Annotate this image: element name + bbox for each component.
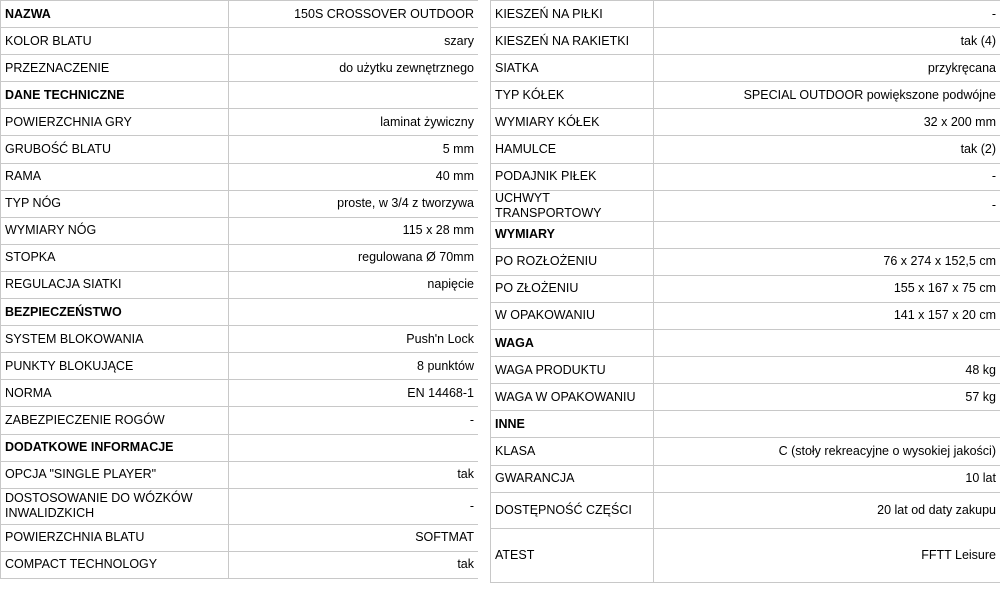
- right-table-row: [491, 357, 1000, 384]
- spec-label: WAGA W OPAKOWANIU: [491, 384, 654, 411]
- spec-value: tak (2): [654, 136, 1000, 163]
- spec-value: 76 x 274 x 152,5 cm: [654, 248, 1000, 275]
- spec-value: -: [654, 190, 1000, 221]
- left-table-row: [1, 136, 479, 163]
- right-table-row: [491, 528, 1000, 582]
- spec-label: WAGA PRODUKTU: [491, 357, 654, 384]
- right-table-row: [491, 411, 1000, 438]
- section-header: NAZWA: [1, 1, 229, 28]
- spec-value: FFTT Leisure: [654, 528, 1000, 582]
- spec-value: 155 x 167 x 75 cm: [654, 275, 1000, 302]
- left-table-row: [1, 271, 479, 298]
- spec-value: [654, 330, 1000, 357]
- spec-value: -: [229, 488, 479, 524]
- right-table-row: [491, 492, 1000, 528]
- spec-label: OPCJA "SINGLE PLAYER": [1, 461, 229, 488]
- left-table-row: [1, 82, 479, 109]
- spec-value: -: [654, 163, 1000, 190]
- spec-table-left: [0, 0, 479, 579]
- spec-label: COMPACT TECHNOLOGY: [1, 551, 229, 578]
- section-header: DANE TECHNICZNE: [1, 82, 229, 109]
- section-header: BEZPIECZEŃSTWO: [1, 299, 229, 326]
- left-table-row: [1, 524, 479, 551]
- right-table-row: [491, 28, 1000, 55]
- spec-value: SOFTMAT: [229, 524, 479, 551]
- spec-label: REGULACJA SIATKI: [1, 271, 229, 298]
- spec-value: [654, 221, 1000, 248]
- spec-value: 141 x 157 x 20 cm: [654, 302, 1000, 329]
- left-table-row: [1, 1, 479, 28]
- spec-value: regulowana Ø 70mm: [229, 244, 479, 271]
- left-table-row: [1, 353, 479, 380]
- spec-value: [229, 82, 479, 109]
- spec-value: 5 mm: [229, 136, 479, 163]
- spec-label: KIESZEŃ NA RAKIETKI: [491, 28, 654, 55]
- spec-value: do użytku zewnętrznego: [229, 55, 479, 82]
- spec-label: POWIERZCHNIA BLATU: [1, 524, 229, 551]
- right-table-row: [491, 221, 1000, 248]
- spec-value: 150S CROSSOVER OUTDOOR: [229, 1, 479, 28]
- spec-value: 10 lat: [654, 465, 1000, 492]
- spec-label: KLASA: [491, 438, 654, 465]
- spec-label: W OPAKOWANIU: [491, 302, 654, 329]
- spec-value: [229, 434, 479, 461]
- section-header: WYMIARY: [491, 221, 654, 248]
- spec-label: RAMA: [1, 163, 229, 190]
- left-table-row: [1, 488, 479, 524]
- spec-label: POWIERZCHNIA GRY: [1, 109, 229, 136]
- right-table-row: [491, 136, 1000, 163]
- spec-label: PRZEZNACZENIE: [1, 55, 229, 82]
- spec-value: tak (4): [654, 28, 1000, 55]
- spec-value: przykręcana: [654, 55, 1000, 82]
- spec-value: proste, w 3/4 z tworzywa: [229, 190, 479, 217]
- spec-value: EN 14468-1: [229, 380, 479, 407]
- left-table-row: [1, 217, 479, 244]
- right-table-row: [491, 82, 1000, 109]
- spec-label: SIATKA: [491, 55, 654, 82]
- spec-label: NORMA: [1, 380, 229, 407]
- spec-value: napięcie: [229, 271, 479, 298]
- section-header: WAGA: [491, 330, 654, 357]
- right-table-row: [491, 163, 1000, 190]
- spec-label: PO ROZŁOŻENIU: [491, 248, 654, 275]
- column-gap: [478, 0, 490, 594]
- left-table-row: [1, 163, 479, 190]
- spec-label: PO ZŁOŻENIU: [491, 275, 654, 302]
- spec-label: WYMIARY NÓG: [1, 217, 229, 244]
- spec-value: -: [654, 1, 1000, 28]
- right-table-row: [491, 1, 1000, 28]
- spec-label: STOPKA: [1, 244, 229, 271]
- left-table-row: [1, 190, 479, 217]
- spec-label: PUNKTY BLOKUJĄCE: [1, 353, 229, 380]
- right-table-row: [491, 330, 1000, 357]
- spec-label: PODAJNIK PIŁEK: [491, 163, 654, 190]
- spec-label: ATEST: [491, 528, 654, 582]
- spec-label: KOLOR BLATU: [1, 28, 229, 55]
- spec-value: 32 x 200 mm: [654, 109, 1000, 136]
- spec-value: tak: [229, 551, 479, 578]
- spec-label: ZABEZPIECZENIE ROGÓW: [1, 407, 229, 434]
- left-table-row: [1, 244, 479, 271]
- spec-label: TYP NÓG: [1, 190, 229, 217]
- spec-value: 40 mm: [229, 163, 479, 190]
- spec-value: C (stoły rekreacyjne o wysokiej jakości): [654, 438, 1000, 465]
- left-table-row: [1, 55, 479, 82]
- spec-value: laminat żywiczny: [229, 109, 479, 136]
- spec-value: 115 x 28 mm: [229, 217, 479, 244]
- right-table-row: [491, 465, 1000, 492]
- spec-label: SYSTEM BLOKOWANIA: [1, 326, 229, 353]
- spec-label: DOSTĘPNOŚĆ CZĘŚCI: [491, 492, 654, 528]
- left-table-row: [1, 551, 479, 578]
- right-table-row: [491, 275, 1000, 302]
- spec-table-right: [490, 0, 1000, 583]
- left-table-row: [1, 380, 479, 407]
- right-table-row: [491, 248, 1000, 275]
- spec-label: UCHWYT TRANSPORTOWY: [491, 190, 654, 221]
- spec-value: [229, 299, 479, 326]
- right-table-row: [491, 190, 1000, 221]
- spec-value: 20 lat od daty zakupu: [654, 492, 1000, 528]
- spec-label: TYP KÓŁEK: [491, 82, 654, 109]
- spec-value: SPECIAL OUTDOOR powiększone podwójne: [654, 82, 1000, 109]
- section-header: INNE: [491, 411, 654, 438]
- spec-value: -: [229, 407, 479, 434]
- left-table-row: [1, 326, 479, 353]
- spec-label: WYMIARY KÓŁEK: [491, 109, 654, 136]
- spec-value: [654, 411, 1000, 438]
- section-header: DODATKOWE INFORMACJE: [1, 434, 229, 461]
- spec-label: KIESZEŃ NA PIŁKI: [491, 1, 654, 28]
- spec-label: GRUBOŚĆ BLATU: [1, 136, 229, 163]
- spec-value: 57 kg: [654, 384, 1000, 411]
- left-table-row: [1, 28, 479, 55]
- spec-value: Push'n Lock: [229, 326, 479, 353]
- spec-label: DOSTOSOWANIE DO WÓZKÓW INWALIDZKICH: [1, 488, 229, 524]
- right-table-row: [491, 302, 1000, 329]
- spec-label: HAMULCE: [491, 136, 654, 163]
- right-table-row: [491, 384, 1000, 411]
- left-table-row: [1, 461, 479, 488]
- spec-value: 8 punktów: [229, 353, 479, 380]
- right-table-row: [491, 55, 1000, 82]
- spec-value: szary: [229, 28, 479, 55]
- spec-label: GWARANCJA: [491, 465, 654, 492]
- right-table-row: [491, 109, 1000, 136]
- spec-value: 48 kg: [654, 357, 1000, 384]
- left-table-row: [1, 109, 479, 136]
- left-table-row: [1, 299, 479, 326]
- right-table-row: [491, 438, 1000, 465]
- left-table-row: [1, 407, 479, 434]
- left-table-row: [1, 434, 479, 461]
- spec-value: tak: [229, 461, 479, 488]
